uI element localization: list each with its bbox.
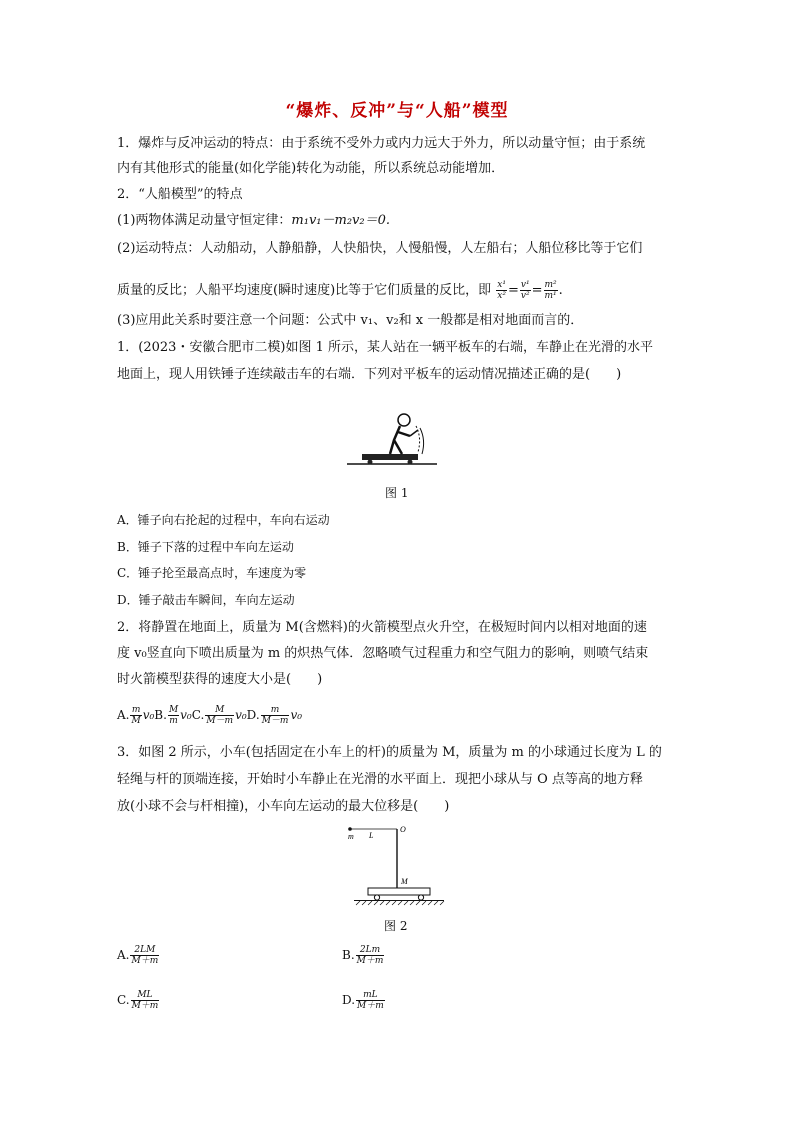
- option-c-label: C.: [117, 993, 130, 1007]
- option-b[interactable]: B．锤子下落的过程中车向左运动: [117, 540, 294, 554]
- numerator: v¹: [520, 280, 530, 290]
- term: v₀: [290, 708, 303, 722]
- option-a[interactable]: [117, 945, 160, 966]
- figure-1-caption: 图 1: [385, 486, 409, 500]
- label-cart-mass: M: [401, 877, 408, 886]
- question-line: 轻绳与杆的顶端连接，开始时小车静止在光滑的水平面上．现把小球从与 O 点等高的地方释: [117, 772, 643, 787]
- section-heading: 2．“人船模型”的特点: [117, 187, 243, 202]
- numerator: 2LM: [130, 945, 159, 956]
- numerator: 2Lm: [356, 945, 385, 956]
- text: (1)两物体满足动量守恒定律：: [117, 213, 292, 228]
- denominator: M＋m: [131, 956, 159, 966]
- paragraph-line: 内有其他形式的能量(如化学能)转化为动能，所以系统总动能增加．: [117, 161, 505, 176]
- label-l: L: [369, 831, 374, 840]
- fraction: [261, 705, 290, 726]
- option-d[interactable]: D．锤子敲击车瞬间，车向左运动: [117, 593, 295, 607]
- option-c[interactable]: C．锤子抡至最高点时，车速度为零: [117, 566, 307, 580]
- fraction: [520, 280, 531, 301]
- denominator: m¹: [544, 291, 557, 301]
- figure-2-caption: 图 2: [384, 919, 408, 933]
- fraction: [356, 990, 385, 1011]
- fraction: [496, 280, 507, 301]
- question-line: 2．将静置在地面上，质量为 M(含燃料)的火箭模型点火升空，在极短时间内以相对地面的速: [117, 620, 647, 635]
- fraction: [168, 705, 179, 726]
- denominator: m: [169, 716, 178, 726]
- numerator: m: [261, 705, 290, 716]
- question-line: 时火箭模型获得的速度大小是( ): [117, 672, 323, 687]
- numerator: x¹: [497, 280, 506, 290]
- numerator: m: [131, 705, 141, 715]
- question-line: 3．如图 2 所示，小车(包括固定在小车上的杆)的质量为 M，质量为 m 的小球通过长度为 L 的: [117, 745, 662, 760]
- option-b-label: B.: [342, 948, 355, 962]
- option-c[interactable]: [117, 990, 160, 1011]
- numerator: m²: [544, 280, 557, 290]
- figure-1-person-on-cart: [342, 400, 442, 470]
- option-d[interactable]: [342, 990, 386, 1011]
- numerator: mL: [356, 990, 385, 1001]
- denominator: M: [131, 716, 141, 726]
- figure-2-cart-pendulum: [340, 822, 450, 908]
- numerator: ML: [131, 990, 160, 1001]
- label-m: m: [348, 832, 354, 841]
- option-d-label: D.: [342, 993, 356, 1007]
- formula: m₁v₁－m₂v₂＝0.: [291, 213, 391, 228]
- option-a-label: A.: [117, 948, 130, 962]
- denominator: v²: [520, 291, 530, 301]
- question-line: 放(小球不会与杆相撞)，小车向左运动的最大位移是( ): [117, 799, 450, 814]
- paragraph-line: [117, 213, 390, 229]
- option-b-label[interactable]: B.: [154, 708, 167, 722]
- denominator: M－m: [206, 716, 234, 726]
- q2-options: [117, 705, 302, 726]
- question-line: 度 v₀竖直向下喷出质量为 m 的炽热气体．忽略喷气过程重力和空气阻力的影响，则喷气结束: [117, 646, 649, 661]
- paragraph-line: (3)应用此关系时要注意一个问题：公式中 v₁、v₂和 x 一般都是相对地面而言的．: [117, 313, 584, 328]
- paragraph-line: 质量的反比；人船平均速度(瞬时速度)比等于它们质量的反比，即 $\frac{\text{x¹}}{\text{x²}}$ = $\frac{\text{v¹}}{\text{v²}}$ = $\frac{\text{m²}}{\text{m¹}}$ .: [117, 280, 563, 301]
- denominator: M＋m: [356, 956, 384, 966]
- question-line: 1．(2023・安徽合肥市二模)如图 1 所示，某人站在一辆平板车的右端，车静止在光滑的水平: [117, 340, 654, 355]
- term: v₀: [142, 708, 155, 722]
- numerator: M: [205, 705, 234, 716]
- fraction: [205, 705, 234, 726]
- fraction: [130, 945, 159, 966]
- option-a-label[interactable]: A.: [117, 708, 130, 722]
- label-o: O: [400, 825, 406, 834]
- option-a[interactable]: A．锤子向右抡起的过程中，车向右运动: [117, 513, 330, 527]
- paragraph-line: 1．爆炸与反冲运动的特点：由于系统不受外力或内力远大于外力，所以动量守恒；由于系统: [117, 136, 646, 151]
- page-title: “爆炸、反冲”与“人船”模型: [285, 101, 509, 121]
- denominator: M－m: [261, 716, 289, 726]
- option-d-label[interactable]: D.: [246, 708, 260, 722]
- term: v₀: [235, 708, 247, 722]
- option-c-label[interactable]: C.: [191, 708, 205, 722]
- denominator: M＋m: [131, 1001, 159, 1011]
- term: v₀: [180, 708, 192, 722]
- option-b[interactable]: [342, 945, 385, 966]
- text: 质量的反比；人船平均速度(瞬时速度)比等于它们质量的反比，即: [117, 283, 492, 298]
- question-line: 地面上，现人用铁锤子连续敲击车的右端．下列对平板车的运动情况描述正确的是( ): [117, 367, 622, 382]
- denominator: x²: [497, 291, 506, 301]
- paragraph-line: (2)运动特点：人动船动，人静船静，人快船快，人慢船慢，人左船右；人船位移比等于它们: [117, 241, 643, 256]
- fraction: [130, 705, 141, 726]
- numerator: M: [168, 705, 179, 715]
- fraction: [356, 945, 385, 966]
- fraction: [544, 280, 558, 301]
- fraction: [131, 990, 160, 1011]
- denominator: M＋m: [357, 1001, 384, 1011]
